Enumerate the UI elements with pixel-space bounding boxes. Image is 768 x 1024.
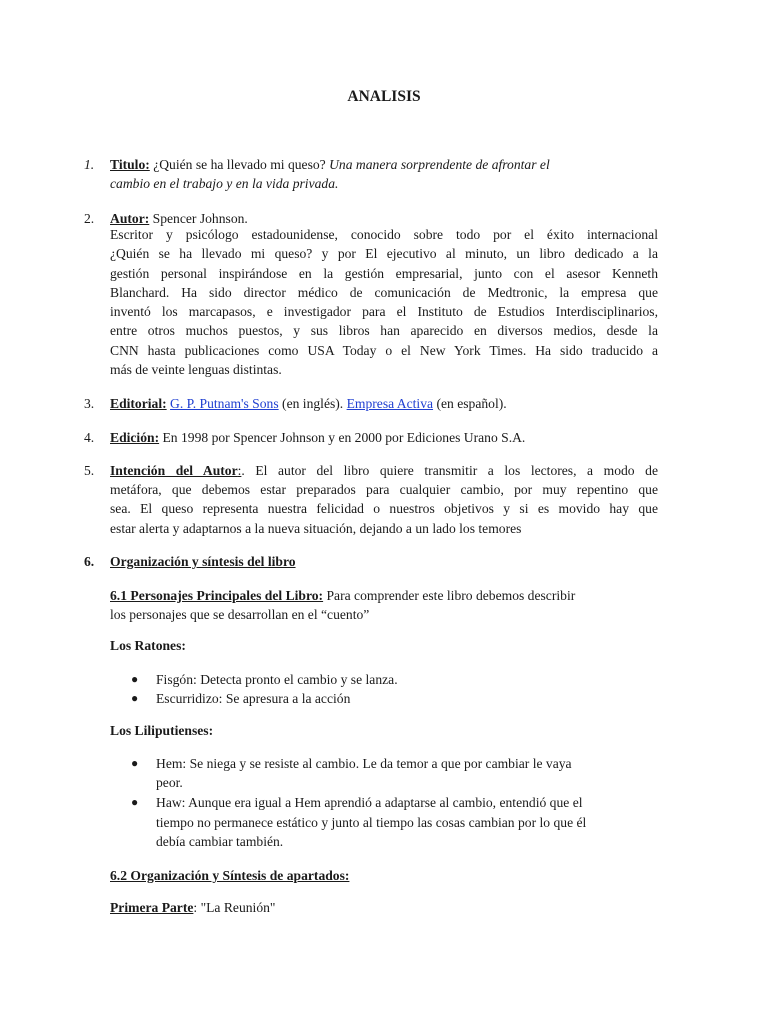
liliputienses-item-haw xyxy=(156,793,646,852)
item-number-1: 1. xyxy=(84,157,95,172)
ratones-heading: Los Ratones: xyxy=(110,638,186,653)
item-number-4: 4. xyxy=(84,430,95,445)
haw-line: Haw: Aunque era igual a Hem aprendió a adaptarse al cambio, entendió que el xyxy=(156,795,583,810)
bullet-icon: ● xyxy=(131,756,139,770)
item-intencion xyxy=(110,461,658,538)
ratones-item: Escurridizo: Se apresura a la acción xyxy=(156,691,351,706)
primera-parte-value: : "La Reunión" xyxy=(193,900,276,915)
item-editorial-end: (en español). xyxy=(433,396,507,411)
autor-bio-line: inventó los marcapasos, e investigador para el Instituto de Estudios Interdisciplinarios, xyxy=(110,304,658,320)
item-number-3: 3. xyxy=(84,396,95,411)
item-editorial-mid: (en inglés). xyxy=(278,396,347,411)
item-editorial xyxy=(110,394,658,413)
item-intencion-label: Intención del Autor xyxy=(110,463,238,478)
item-edicion-value: En 1998 por Spencer Johnson y en 2000 por Ediciones Urano S.A. xyxy=(159,430,526,445)
liliputienses-item-hem xyxy=(156,754,646,792)
item-titulo-subtitle-1: Una manera sorprendente de afrontar el xyxy=(329,157,550,172)
autor-bio-line: gestión personal inspirándose en la gestión empresarial, junto con el asesor Kenneth xyxy=(110,265,658,281)
intencion-text: . El autor del libro quiere transmitir a los lectores, a modo de xyxy=(241,463,658,478)
item-autor-label: Autor: xyxy=(110,211,150,226)
ratones-item: Fisgón: Detecta pronto el cambio y se lanza. xyxy=(156,672,398,687)
section-6-1-text-2: los personajes que se desarrollan en el “cuento” xyxy=(110,607,370,622)
autor-bio-line: Escritor y psicólogo estadounidense, conocido sobre todo por el éxito internacional xyxy=(110,227,658,242)
liliputienses-heading: Los Liliputienses: xyxy=(110,723,214,738)
item-organizacion xyxy=(110,552,658,571)
bullet-icon: ● xyxy=(131,672,139,686)
document-title: ANALISIS xyxy=(347,88,421,105)
putnam-link[interactable]: G. P. Putnam's Sons xyxy=(170,396,279,411)
autor-bio-line: entre otros muchos puestos, y sus libros han aparecido en diversos medios, desde la xyxy=(110,323,658,339)
intencion-line: sea. El queso representa nuestra felicidad o nuestros objetivos y si es movido hay que xyxy=(110,501,658,517)
item-edicion-label: Edición: xyxy=(110,430,160,445)
item-number-5: 5. xyxy=(84,463,95,478)
autor-bio-line: CNN hasta publicaciones como USA Today o el New York Times. Ha sido traducido a xyxy=(110,342,658,358)
item-intencion-colon: : xyxy=(237,463,242,478)
primera-parte-label: Primera Parte xyxy=(110,900,194,915)
hem-line: peor. xyxy=(156,775,183,790)
section-6-2 xyxy=(110,866,658,885)
hem-line: Hem: Se niega y se resiste al cambio. Le da temor a que por cambiar le vaya xyxy=(156,756,572,771)
section-6-1 xyxy=(110,586,658,624)
section-6-1-text: Para comprender este libro debemos describir xyxy=(323,588,576,603)
item-number-6: 6. xyxy=(84,554,95,569)
item-titulo-value: ¿Quién se ha llevado mi queso? xyxy=(149,157,330,172)
intencion-line: metáfora, que debemos estar preparados para cualquier cambio, por muy repentino que xyxy=(110,482,658,498)
haw-line: tiempo no permanece estático y junto al tiempo las cosas cambian por lo que él xyxy=(156,814,587,830)
section-6-2-heading: 6.2 Organización y Síntesis de apartados: xyxy=(110,868,350,883)
item-edicion xyxy=(110,428,658,447)
item-titulo xyxy=(110,155,658,193)
autor-bio-line: ¿Quién se ha llevado mi queso? y por El ejecutivo al minuto, un libro dedicado a la xyxy=(110,246,658,262)
item-number-2: 2. xyxy=(84,211,95,226)
intencion-line xyxy=(110,461,658,480)
item-autor-bio xyxy=(110,225,658,379)
bullet-icon: ● xyxy=(131,795,139,809)
item-autor-value: Spencer Johnson. xyxy=(149,211,248,226)
item-editorial-label: Editorial: xyxy=(110,396,167,411)
autor-bio-line: más de veinte lenguas distintas. xyxy=(110,362,282,378)
item-titulo-label: Titulo: xyxy=(110,157,150,172)
item-titulo-subtitle-2: cambio en el trabajo y en la vida privada. xyxy=(110,176,339,191)
haw-line: debía cambiar también. xyxy=(156,834,284,849)
autor-bio-line: Blanchard. Ha sido director médico de comunicación de Medtronic, la empresa que xyxy=(110,284,658,300)
bullet-icon: ● xyxy=(131,691,139,705)
empresa-activa-link[interactable]: Empresa Activa xyxy=(346,396,434,411)
section-6-1-heading: 6.1 Personajes Principales del Libro: xyxy=(110,588,324,603)
item-organizacion-label: Organización y síntesis del libro xyxy=(110,554,296,569)
intencion-line: estar alerta y adaptarnos a la nueva situación, dejando a un lado los temores xyxy=(110,520,522,536)
primera-parte xyxy=(110,898,658,917)
